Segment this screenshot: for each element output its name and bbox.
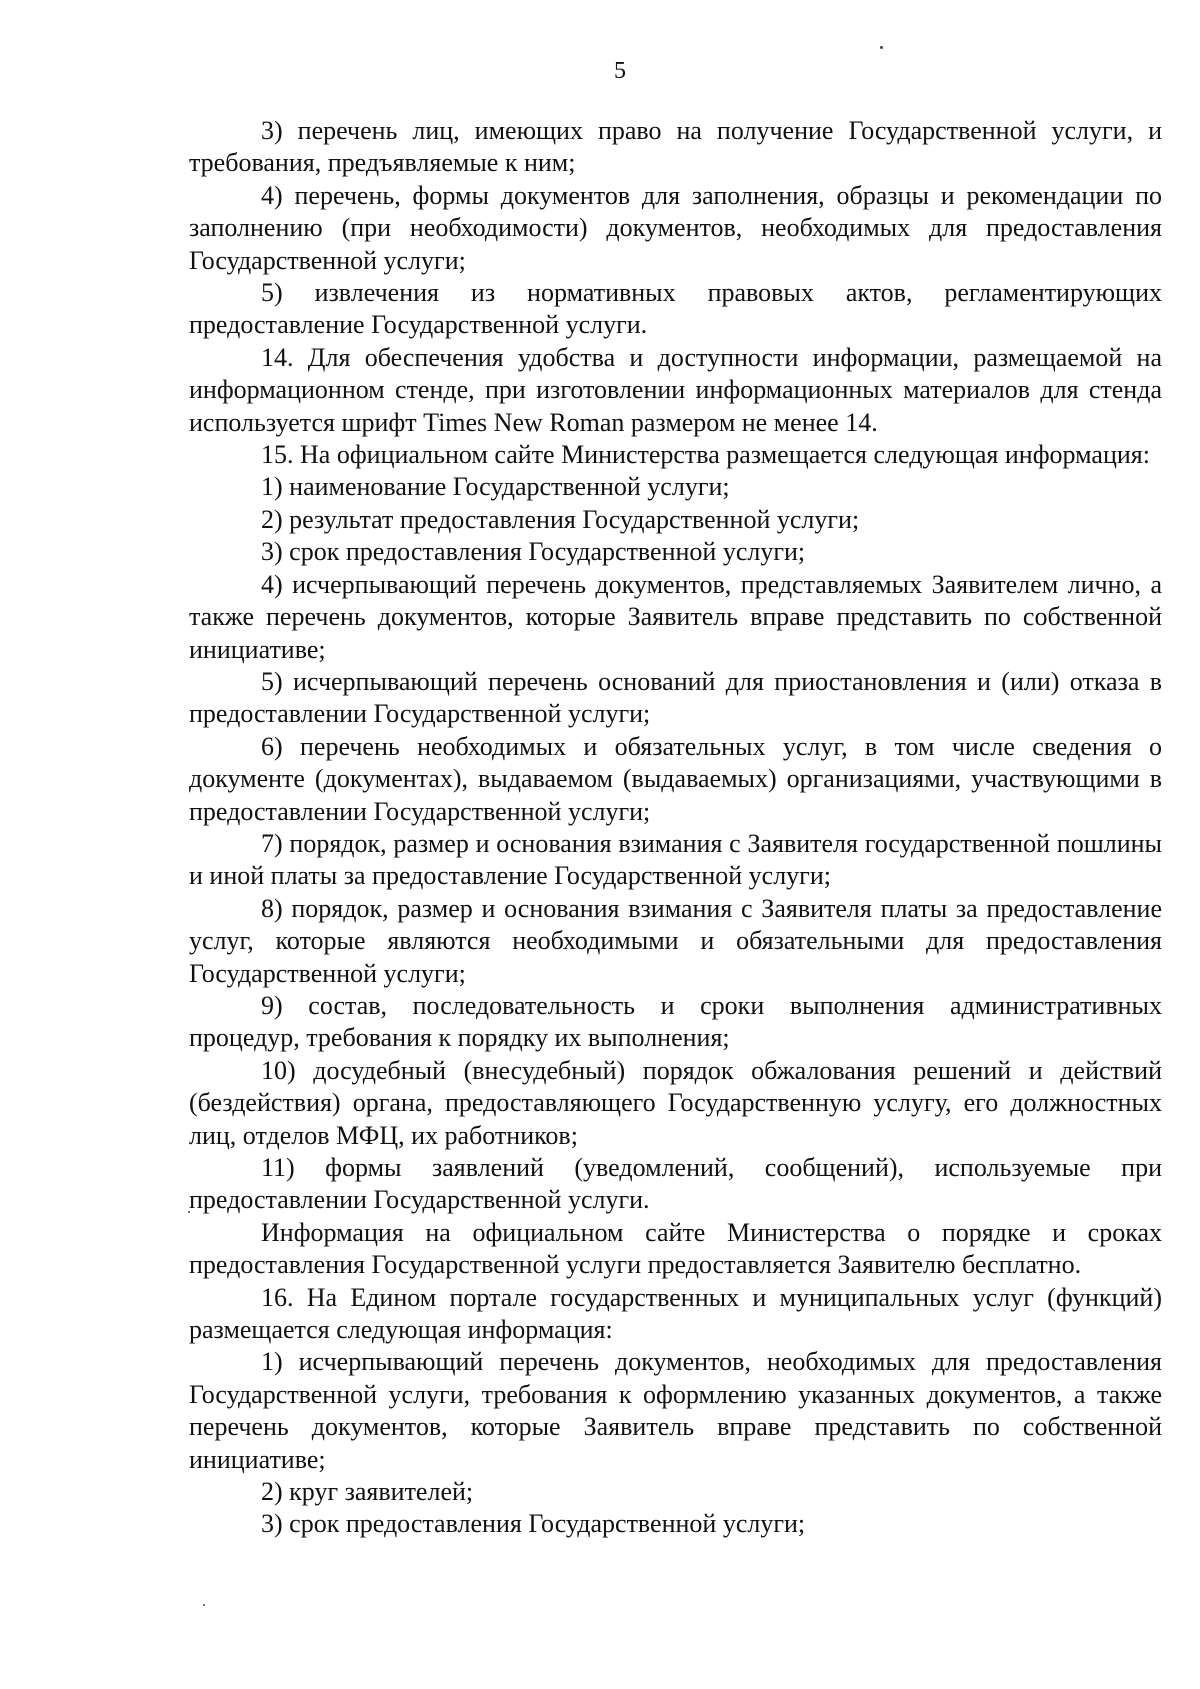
paragraph: 16. На Едином портале государственных и муниципальных услуг (функций) размещается следующая информация: xyxy=(189,1282,1162,1345)
paragraph: 4) исчерпывающий перечень документов, представляемых Заявителем лично, а также перечень документов, которые Заявитель вправе представить по собственной инициативе; xyxy=(189,569,1162,664)
paragraph: 4) перечень, формы документов для заполнения, образцы и рекомендации по заполнению (при необходимости) документов, необходимых для предоставления Государственной услуги; xyxy=(189,180,1162,275)
scan-speck xyxy=(880,46,883,49)
paragraph: 5) исчерпывающий перечень оснований для приостановления и (или) отказа в предоставлении Государственной услуги; xyxy=(189,666,1162,729)
paragraph: 2) результат предоставления Государственной услуги; xyxy=(261,504,860,534)
paragraph: 14. Для обеспечения удобства и доступности информации, размещаемой на информационном стенде, при изготовлении информационных материалов для стенда используется шрифт Times New Roman размером не менее 14. xyxy=(189,342,1162,437)
paragraph: 9) состав, последовательность и сроки выполнения административных процедур, требования к порядку их выполнения; xyxy=(189,990,1162,1053)
paragraph: 2) круг заявителей; xyxy=(261,1477,474,1507)
document-body xyxy=(189,115,1162,1541)
paragraph: 8) порядок, размер и основания взимания с Заявителя платы за предоставление услуг, которые являются необходимыми и обязательными для предоставления Государственной услуги; xyxy=(189,893,1162,988)
paragraph: 6) перечень необходимых и обязательных услуг, в том числе сведения о документе (документах), выдаваемом (выдаваемых) организациями, участвующими в предоставлении Государственной услуги; xyxy=(189,731,1162,826)
paragraph: 11) формы заявлений (уведомлений, сообщений), используемые при предоставлении Государственной услуги. xyxy=(189,1153,1162,1215)
paragraph: 1) наименование Государственной услуги; xyxy=(261,472,730,502)
scan-speck xyxy=(203,1604,205,1606)
paragraph: Информация на официальном сайте Министерства о порядке и сроках предоставления Государственной услуги предоставляется Заявителю бесплатно. xyxy=(189,1217,1162,1280)
paragraph: 1) исчерпывающий перечень документов, необходимых для предоставления Государственной услуги, требования к оформлению указанных документов, а также перечень документов, которые Заявитель вправе представить по собственной инициативе; xyxy=(189,1347,1162,1474)
paragraph: 10) досудебный (внесудебный) порядок обжалования решений и действий (бездействия) органа, предоставляющего Государственную услугу, его должностных лиц, отделов МФЦ, их работников; xyxy=(189,1055,1162,1150)
paragraph: 3) перечень лиц, имеющих право на получение Государственной услуги, и требования, предъявляемые к ним; xyxy=(189,116,1162,178)
paragraph: 7) порядок, размер и основания взимания с Заявителя государственной пошлины и иной платы за предоставление Государственной услуги; xyxy=(189,828,1162,891)
paragraph: 15. На официальном сайте Министерства размещается следующая информация: xyxy=(261,440,1150,470)
paragraph: 5) извлечения из нормативных правовых актов, регламентирующих предоставление Государственной услуги. xyxy=(189,278,1162,340)
page-number: 5 xyxy=(614,58,626,84)
paragraph: 3) срок предоставления Государственной услуги; xyxy=(261,537,806,567)
paragraph: 3) срок предоставления Государственной услуги; xyxy=(261,1509,806,1539)
